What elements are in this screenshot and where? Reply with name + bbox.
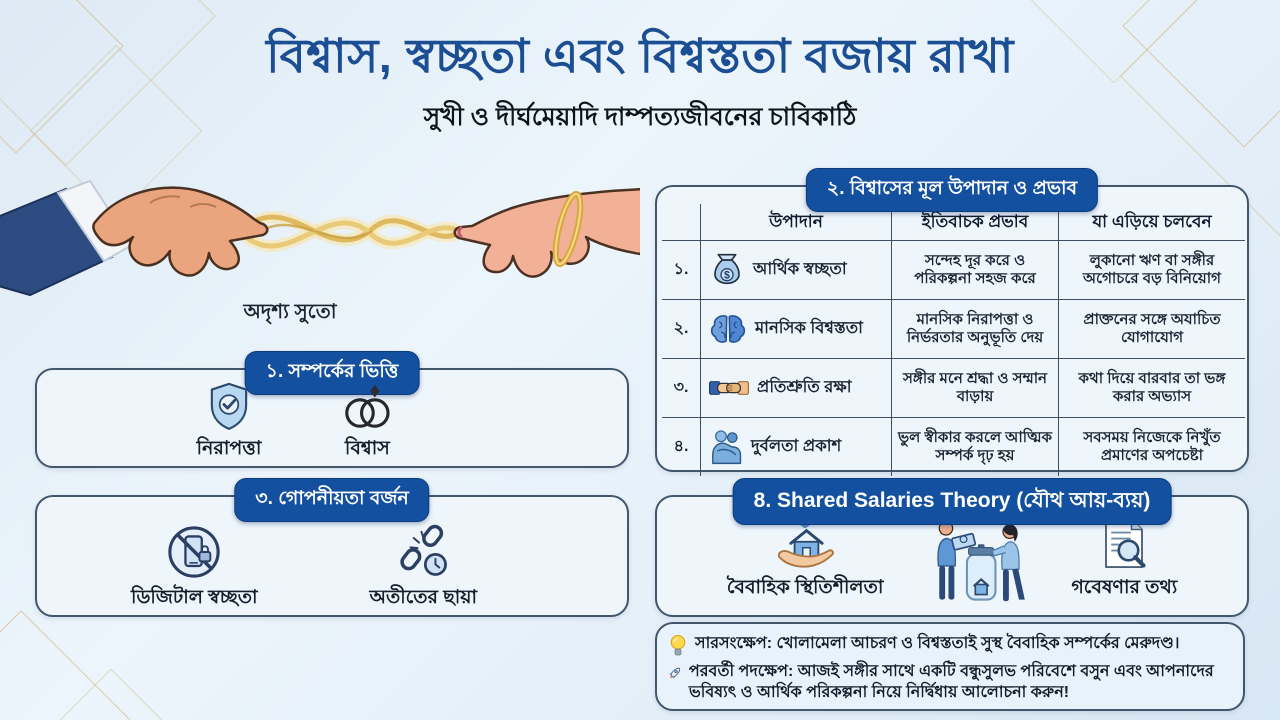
column-header-factor: উপাদান [701, 204, 892, 241]
table-row [662, 418, 1245, 477]
factor-label: দুর্বলতা প্রকাশ [751, 437, 842, 456]
column-header-avoid: যা এড়িয়ে চলবেন [1059, 204, 1246, 241]
foundation-item-trust [339, 381, 395, 466]
wedding-rings-icon [339, 381, 395, 431]
table-row [662, 300, 1245, 359]
privacy-item-label: ডিজিটাল স্বচ্ছতা [131, 587, 258, 608]
hands-thread-illustration [0, 163, 640, 313]
positive-cell: সন্দেহ দূর করে ও পরিকল্পনা সহজ করে [892, 241, 1059, 300]
privacy-panel [35, 488, 629, 617]
table-row [662, 359, 1245, 418]
factor-label: মানসিক বিশ্বস্ততা [755, 319, 863, 338]
hugging-couple-icon [709, 429, 743, 465]
positive-cell: মানসিক নিরাপত্তা ও নির্ভরতার অনুভূতি দেয় [892, 300, 1059, 359]
table-row [662, 241, 1245, 300]
row-number: ২. [662, 300, 701, 359]
shield-check-icon [206, 381, 252, 431]
row-number: ৩. [662, 359, 701, 418]
page-subtitle: সুখী ও দীর্ঘমেয়াদি দাম্পত্যজীবনের চাবিকাঠি [423, 103, 857, 131]
row-number: ৪. [662, 418, 701, 477]
foundation-item-label: নিরাপত্তা [196, 438, 262, 459]
foundation-item-security [197, 381, 262, 466]
factor-label: আর্থিক স্বচ্ছতা [753, 260, 847, 279]
privacy-item-past [369, 524, 477, 615]
shared-item-stability [727, 518, 884, 605]
broken-chain-clock-icon [395, 524, 451, 580]
thread-caption: অদৃশ্য সুতো [243, 301, 337, 323]
golden-thread-icon [246, 217, 464, 246]
summary-panel [655, 622, 1245, 711]
page-title: বিশ্বাস, স্বচ্ছতা এবং বিশ্বস্ততা বজায় রাখা [266, 29, 1014, 82]
no-phone-lock-icon [166, 524, 222, 580]
foundation-item-label: বিশ্বাস [344, 438, 390, 459]
female-hand-icon [455, 189, 640, 277]
privacy-item-label: অতীতের ছায়া [369, 587, 477, 608]
summary-point [657, 630, 1243, 658]
handshake-icon [709, 374, 749, 402]
summary-label: সারসংক্ষেপ: [695, 635, 773, 652]
positive-cell: সঙ্গীর মনে শ্রদ্ধা ও সম্মান বাড়ায় [892, 359, 1059, 418]
shared-item-label: গবেষণার তথ্য [1071, 577, 1178, 598]
shared-item-label: বৈবাহিক স্থিতিশীলতা [726, 577, 884, 598]
svg-text:$: $ [724, 269, 730, 282]
shared-salaries-title: 8. Shared Salaries Theory (যৌথ আয়-ব্যয়) [733, 478, 1172, 525]
positive-cell: ভুল স্বীকার করলে আত্মিক সম্পর্ক দৃঢ় হয় [892, 418, 1059, 477]
avoid-cell: সবসময় নিজেকে নিখুঁত প্রমাণের অপচেষ্টা [1059, 418, 1246, 477]
money-bag-icon [709, 251, 745, 289]
summary-text: আজই সঙ্গীর সাথে একটি বন্ধুসুলভ পরিবেশে বসুন এবং আপনাদের ভবিষ্যৎ ও আর্থিক পরিকল্পনা নিয়ে নির্দ্বিধায় আলোচনা করুন! [688, 663, 1214, 701]
summary-label: পরবর্তী পদক্ষেপ: [688, 663, 794, 680]
row-number: ১. [662, 241, 701, 300]
foundation-panel [35, 361, 629, 468]
male-hand-icon [0, 181, 267, 295]
brain-icon [709, 312, 747, 346]
summary-text: খোলামেলা আচরণ ও বিশ্বস্ততাই সুস্থ বৈবাহিক সম্পর্কের মেরুদণ্ড। [772, 635, 1180, 652]
privacy-item-digital [131, 524, 257, 615]
privacy-title: ৩. গোপনীয়তা বর্জন [234, 478, 429, 522]
rocket-icon [669, 662, 681, 684]
trust-table-panel [655, 178, 1249, 472]
hand-holding-house-icon [774, 518, 836, 570]
factor-label: প্রতিশ্রুতি রক্ষা [757, 378, 852, 397]
shared-item-research [1071, 516, 1177, 605]
column-header-number [662, 204, 701, 241]
avoid-cell: কথা দিয়ে বারবার তা ভঙ্গ করার অভ্যাস [1059, 359, 1246, 418]
shared-salaries-panel [655, 489, 1249, 617]
summary-point [657, 658, 1243, 704]
couple-savings-jar-icon [925, 517, 1029, 605]
lightbulb-icon [669, 634, 687, 658]
avoid-cell: লুকানো ঋণ বা সঙ্গীর অগোচরে বড় বিনিয়োগ [1059, 241, 1246, 300]
avoid-cell: প্রাক্তনের সঙ্গে অযাচিত যোগাযোগ [1059, 300, 1246, 359]
column-header-positive: ইতিবাচক প্রভাব [892, 204, 1059, 241]
trust-table [662, 204, 1245, 476]
shared-item-couple-jar [925, 517, 1029, 605]
trust-table-title: ২. বিশ্বাসের মূল উপাদান ও প্রভাব [806, 168, 1098, 212]
foundation-title: ১. সম্পর্কের ভিত্তি [245, 351, 420, 395]
